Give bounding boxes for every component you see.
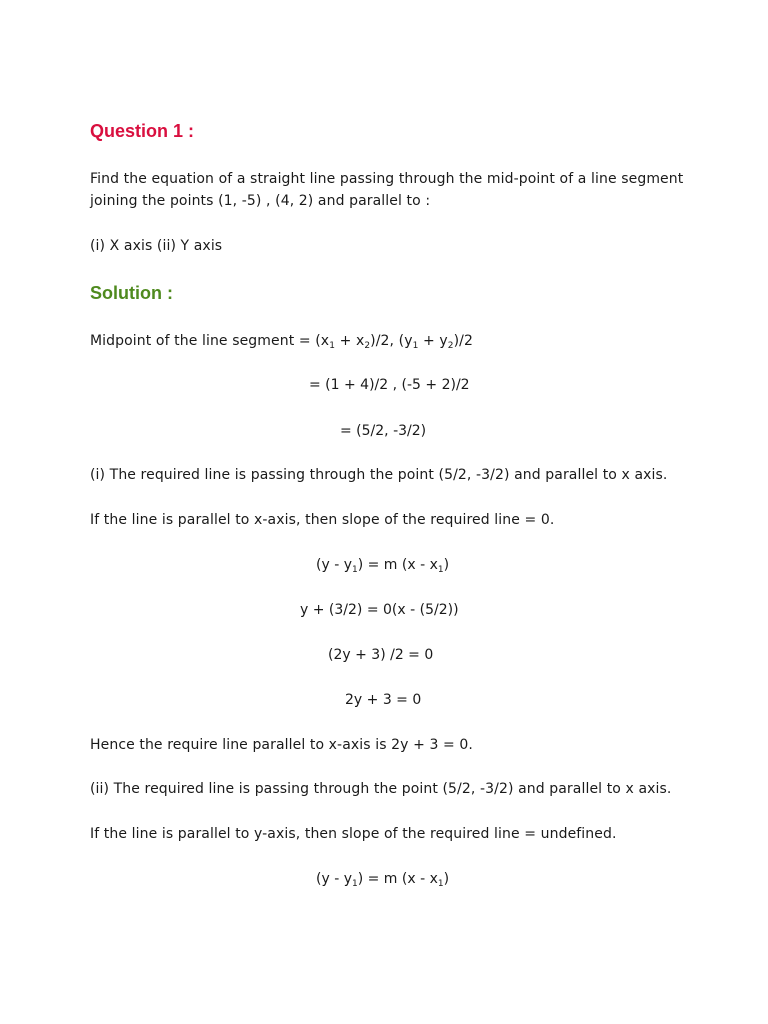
part1-equation-1: $(y - y_1) = m$ $(x - x_1)$	[316, 557, 450, 575]
part2-intro: (ii) The required line is passing through the point (5/2, -3/2) and parallel to x axis.	[90, 781, 672, 797]
midpoint-formula: $(x_1 + x_2)/2$, $(y_1 + y_2)/2$	[315, 333, 473, 351]
midpoint-step-3: = (5/2, -3/2)	[340, 423, 427, 439]
question-text-line-2: joining the points (1, -5) , (4, 2) and parallel to :	[90, 193, 431, 209]
part2-equation-1: $(y - y_1) = m$ $(x - x_1)$	[316, 871, 450, 889]
part2-slope: If the line is parallel to y-axis, then slope of the required line = undefined.	[90, 826, 617, 842]
solution-heading: Solution :	[90, 283, 173, 303]
question-options: (i) X axis (ii) Y axis	[90, 238, 223, 254]
part1-equation-3: (2y + 3) /2 = 0	[328, 647, 434, 663]
question-heading: Question 1 :	[90, 121, 195, 141]
question-text-line-1: Find the equation of a straight line passing through the mid-point of a line segment	[90, 171, 684, 187]
part1-equation-2: y + (3/2) = 0(x - (5/2))	[300, 602, 459, 618]
part1-equation-4: 2y + 3 = 0	[345, 692, 422, 708]
part1-conclusion: Hence the require line parallel to x-axis is 2y + 3 = 0.	[90, 737, 473, 753]
part1-intro: (i) The required line is passing through the point (5/2, -3/2) and parallel to x axis.	[90, 467, 668, 483]
midpoint-line	[90, 332, 473, 350]
midpoint-step-2: = (1 + 4)/2 , (-5 + 2)/2	[309, 377, 470, 393]
part1-slope: If the line is parallel to x-axis, then slope of the required line = 0.	[90, 512, 555, 528]
midpoint-label: Midpoint of the line segment =	[90, 333, 316, 349]
